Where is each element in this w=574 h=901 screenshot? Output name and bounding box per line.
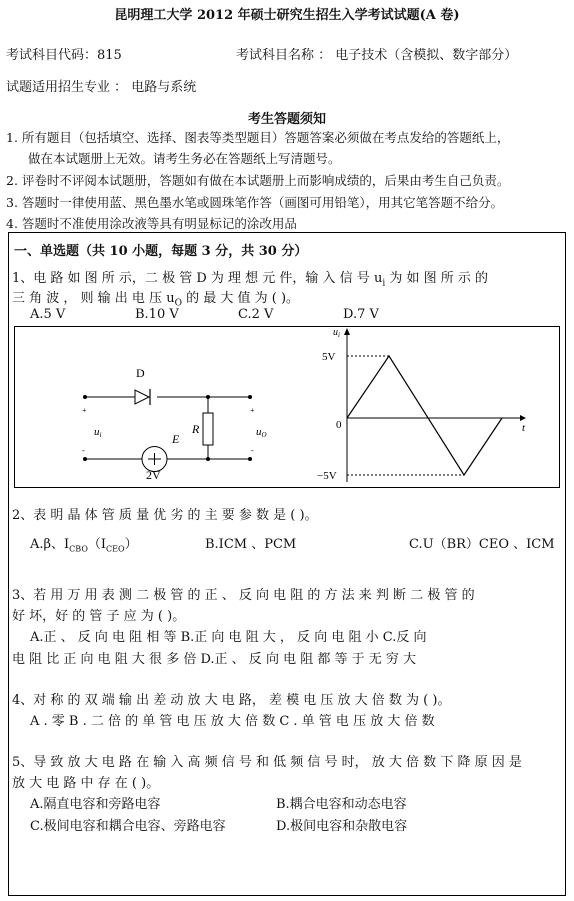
q5-option-c: C.极间电容和耦合电容、旁路电容 xyxy=(30,819,226,834)
resistor-label: R xyxy=(192,422,200,436)
subject-name: 考试科目名称 ： 电子技术（含模拟、数字部分） xyxy=(236,48,518,63)
notice-item-2: 2. 评卷时不评阅本试题册，答题如有做在本试题册上而影响成绩的，后果由考生自己负责。 xyxy=(6,173,510,188)
output-minus: - xyxy=(251,446,254,455)
output-plus: + xyxy=(250,406,255,415)
pos-peak-label: 5V xyxy=(322,351,336,363)
notice-title: 考生答题须知 xyxy=(247,112,326,127)
q1-option-b: B.10 V xyxy=(135,307,179,322)
input-plus: + xyxy=(82,406,87,415)
q4-options: A . 零 B . 二 倍 的 单 管 电 压 放 大 倍 数 C . 单 管 电 压 放 大 倍 数 xyxy=(30,714,435,729)
q5-option-d: D.极间电容和杂散电容 xyxy=(276,819,408,834)
q5-option-a: A.隔直电容和旁路电容 xyxy=(30,797,161,812)
node-top xyxy=(206,395,210,399)
q3-line4: 电 阻 比 正 向 电 阻 大 很 多 倍 D.正 、 反 向 电 阻 都 等 于 无 穷 大 xyxy=(12,652,417,667)
q3-line2: 好 坏，好 的 管 子 应 为 ( )。 xyxy=(12,609,186,624)
neg-peak-label: −5V xyxy=(317,470,337,482)
triangle-wave xyxy=(347,356,502,475)
source-label: E xyxy=(172,432,180,446)
resistor-symbol xyxy=(203,413,213,445)
notice-item-1-cont: 做在本试题册上无效。请考生务必在答题纸上写清题号。 xyxy=(28,151,341,166)
section-heading: 一、单选题（共 10 小题，每题 3 分，共 30 分） xyxy=(14,244,308,259)
q1-option-c: C.2 V xyxy=(238,307,274,322)
q2-text: 2、表 明 晶 体 管 质 量 优 劣 的 主 要 参 数 是 ( )。 xyxy=(12,508,318,523)
notice-item-3: 3. 答题时一律使用蓝、黑色墨水笔或圆珠笔作答（画图可用铅笔），用其它笔答题不给分。 xyxy=(6,195,504,210)
origin-label: 0 xyxy=(336,419,342,431)
output-label: uO xyxy=(256,426,267,439)
q2-option-a: A.β、$I_{CBO}(I_{CEO})$ xyxy=(30,537,138,554)
q5-line2: 放 大 电 路 中 存 在 ( )。 xyxy=(12,776,160,791)
q3-line3: A.正 、 反 向 电 阻 相 等 B.正 向 电 阻 大 ， 反 向 电 阻 小 C.反 向 xyxy=(30,630,427,645)
diode-label: D xyxy=(136,366,145,380)
input-minus: - xyxy=(82,446,85,455)
diode-symbol xyxy=(135,389,150,405)
q1-line2: 三 角 波 ， 则 输 出 电 压 $u_O$ 的 最 大 值 为 ( )。 xyxy=(12,291,300,309)
q5-line1: 5、导 致 放 大 电 路 在 输 入 高 频 信 号 和 低 频 信 号 时， 放 大 倍 数 下 降 原 因 是 xyxy=(12,755,522,770)
input-terminal-bottom xyxy=(83,457,87,461)
subject-code: 考试科目代码：815 xyxy=(6,48,122,63)
input-label: ui xyxy=(94,426,102,439)
q1-option-a: A.5 V xyxy=(30,307,66,322)
y-axis-label: $u_i$ xyxy=(333,327,340,339)
q4-line1: 4、对 称 的 双 端 输 出 差 动 放 大 电 路， 差 模 电 压 放 大 倍 数 为 ( )。 xyxy=(12,693,451,708)
output-terminal-top xyxy=(248,395,252,399)
q2-option-c: C.U（BR）CEO 、ICM xyxy=(409,537,555,552)
waveform-diagram xyxy=(300,327,550,485)
q2-option-b: B.ICM 、PCM xyxy=(205,537,297,552)
notice-item-4: 4. 答题时不准使用涂改液等具有明显标记的涂改用品 xyxy=(6,216,297,231)
x-axis-label: t xyxy=(522,422,526,434)
q1-option-d: D.7 V xyxy=(343,307,379,322)
q3-line1: 3、若 用 万 用 表 测 二 极 管 的 正 、 反 向 电 阻 的 方 法 来 判 断 二 极 管 的 xyxy=(12,588,475,603)
q1-line1: 1、电 路 如 图 所 示，二 极 管 D 为 理 想 元 件，输 入 信 号 $u_i$ 为 如 图 所 示 的 xyxy=(12,271,489,289)
source-value: 2V xyxy=(146,468,161,480)
output-terminal-bottom xyxy=(248,457,252,461)
exam-title: 昆明理工大学 2012 年硕士研究生招生入学考试试题(A 卷) xyxy=(114,8,460,23)
node-bottom xyxy=(206,457,210,461)
q5-option-b: B.耦合电容和动态电容 xyxy=(276,797,407,812)
notice-item-1: 1. 所有题目（包括填空、选择、图表等类型题目）答题答案必须做在考点发给的答题纸上， xyxy=(6,130,510,145)
circuit-diagram xyxy=(60,345,280,480)
applicable-major: 试题适用招生专业 ： 电路与系统 xyxy=(6,80,197,95)
input-terminal-top xyxy=(83,395,87,399)
